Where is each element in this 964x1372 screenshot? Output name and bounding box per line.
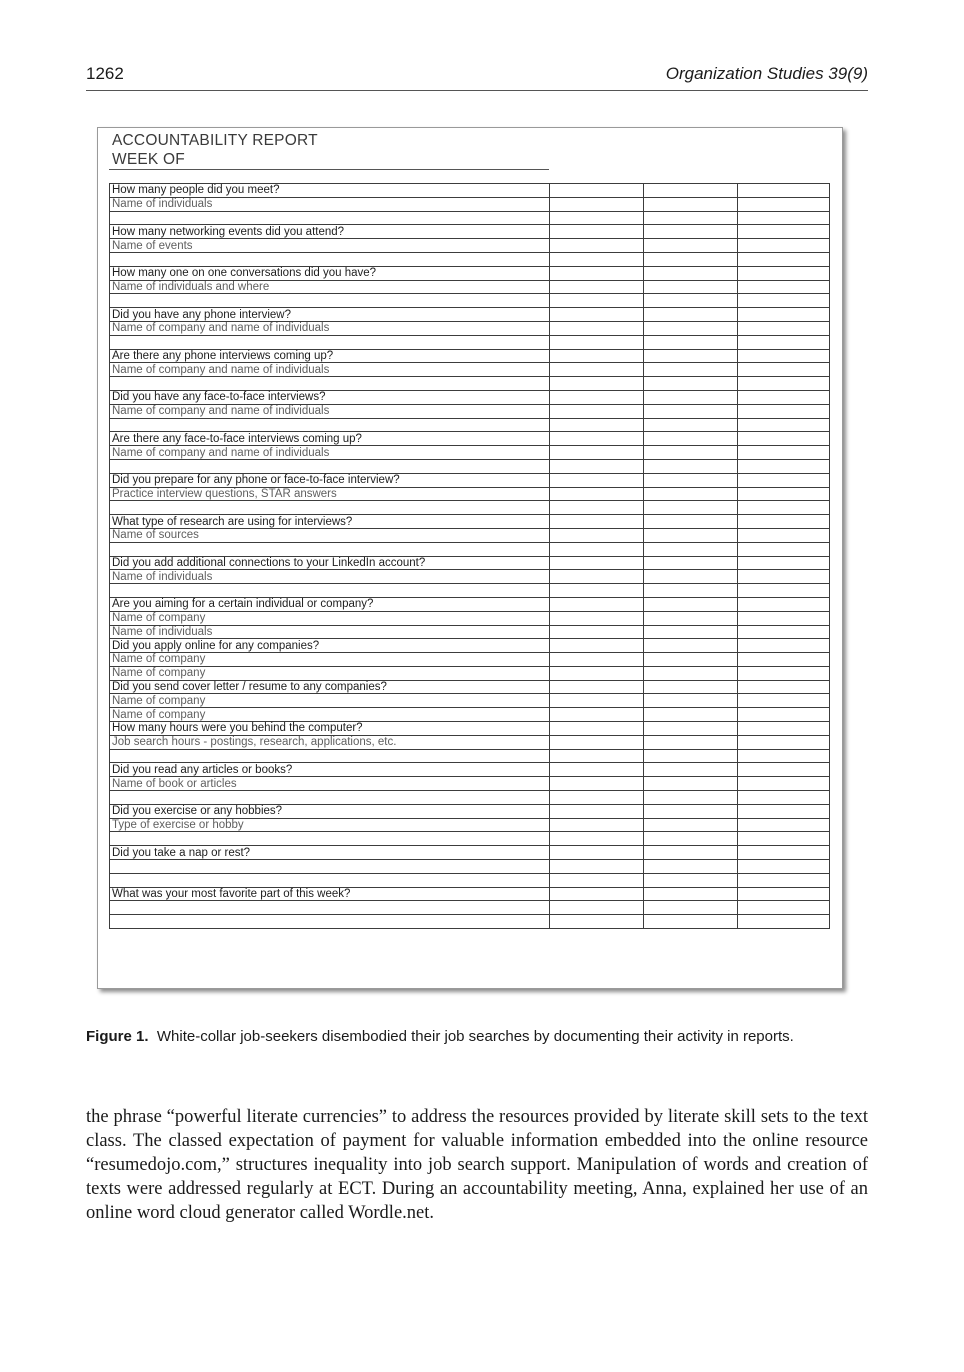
answer-cell [550, 556, 644, 570]
answer-cell [644, 832, 738, 846]
answer-cell [550, 321, 644, 335]
answer-cell [738, 294, 830, 308]
answer-cell [738, 211, 830, 225]
answer-cell [644, 597, 738, 611]
detail-cell [110, 335, 550, 349]
answer-cell [644, 791, 738, 805]
answer-cell [550, 832, 644, 846]
answer-cell [644, 653, 738, 667]
answer-cell [738, 832, 830, 846]
answer-cell [738, 363, 830, 377]
detail-cell: Name of company and name of individuals [110, 446, 550, 460]
table-row [110, 804, 830, 818]
answer-cell [738, 542, 830, 556]
answer-cell [550, 252, 644, 266]
answer-cell [738, 597, 830, 611]
answer-cell [738, 349, 830, 363]
detail-cell [110, 832, 550, 846]
table-row [110, 666, 830, 680]
answer-cell [644, 735, 738, 749]
table-row [110, 680, 830, 694]
question-cell: Did you exercise or any hobbies? [110, 804, 550, 818]
table-row [110, 860, 830, 874]
answer-cell [738, 749, 830, 763]
table-row [110, 252, 830, 266]
question-cell: How many networking events did you attend? [110, 225, 550, 239]
answer-cell [644, 446, 738, 460]
table-row [110, 584, 830, 598]
answer-cell [550, 294, 644, 308]
answer-cell [644, 887, 738, 901]
detail-cell: Name of company [110, 694, 550, 708]
table-row [110, 432, 830, 446]
answer-cell [738, 335, 830, 349]
table-row [110, 832, 830, 846]
answer-cell [738, 252, 830, 266]
table-row [110, 321, 830, 335]
table-row [110, 515, 830, 529]
detail-cell: Name of sources [110, 528, 550, 542]
answer-cell [644, 846, 738, 860]
detail-cell [110, 294, 550, 308]
detail-cell [110, 749, 550, 763]
answer-cell [550, 735, 644, 749]
answer-cell [738, 694, 830, 708]
answer-cell [738, 625, 830, 639]
answer-cell [550, 335, 644, 349]
answer-cell [738, 639, 830, 653]
answer-cell [644, 818, 738, 832]
report-table-body [110, 184, 830, 929]
table-row [110, 280, 830, 294]
question-cell: Did you have any face-to-face interviews? [110, 390, 550, 404]
answer-cell [550, 887, 644, 901]
question-cell: Did you take a nap or rest? [110, 846, 550, 860]
answer-cell [738, 818, 830, 832]
answer-cell [550, 804, 644, 818]
answer-cell [550, 418, 644, 432]
answer-cell [550, 901, 644, 915]
answer-cell [738, 308, 830, 322]
detail-cell: Name of individuals and where [110, 280, 550, 294]
answer-cell [644, 390, 738, 404]
question-cell: How many people did you meet? [110, 184, 550, 198]
answer-cell [738, 321, 830, 335]
answer-cell [644, 239, 738, 253]
detail-cell: Name of individuals [110, 625, 550, 639]
table-row [110, 225, 830, 239]
answer-cell [550, 860, 644, 874]
detail-cell [110, 860, 550, 874]
answer-cell [644, 542, 738, 556]
answer-cell [738, 473, 830, 487]
detail-cell [110, 377, 550, 391]
detail-cell: Name of company [110, 666, 550, 680]
table-row [110, 501, 830, 515]
question-cell: Are you aiming for a certain individual or company? [110, 597, 550, 611]
answer-cell [550, 280, 644, 294]
answer-cell [644, 570, 738, 584]
detail-cell: Name of individuals [110, 197, 550, 211]
answer-cell [738, 584, 830, 598]
answer-cell [550, 501, 644, 515]
table-row [110, 459, 830, 473]
table-row [110, 556, 830, 570]
detail-cell [110, 542, 550, 556]
report-table [109, 183, 830, 929]
answer-cell [738, 653, 830, 667]
answer-cell [550, 570, 644, 584]
answer-cell [644, 804, 738, 818]
detail-cell [110, 584, 550, 598]
figure-caption [86, 1026, 868, 1048]
answer-cell [738, 860, 830, 874]
question-cell: Are there any phone interviews coming up? [110, 349, 550, 363]
answer-cell [550, 487, 644, 501]
answer-cell [644, 321, 738, 335]
detail-cell [110, 252, 550, 266]
answer-cell [644, 335, 738, 349]
question-cell: Did you send cover letter / resume to any companies? [110, 680, 550, 694]
question-cell: Are there any face-to-face interviews coming up? [110, 432, 550, 446]
detail-cell [110, 791, 550, 805]
table-row [110, 570, 830, 584]
answer-cell [738, 197, 830, 211]
detail-cell [110, 873, 550, 887]
answer-cell [550, 666, 644, 680]
accountability-report-figure [97, 127, 843, 989]
answer-cell [738, 501, 830, 515]
detail-cell [110, 901, 550, 915]
answer-cell [738, 611, 830, 625]
answer-cell [550, 873, 644, 887]
detail-cell: Name of company [110, 653, 550, 667]
question-cell: Did you add additional connections to your LinkedIn account? [110, 556, 550, 570]
answer-cell [644, 915, 738, 929]
report-title-line1: ACCOUNTABILITY REPORT [112, 132, 318, 149]
answer-cell [738, 915, 830, 929]
answer-cell [644, 708, 738, 722]
answer-cell [644, 501, 738, 515]
page-number: 1262 [86, 64, 124, 83]
caption-text: White-collar job-seekers disembodied their job searches by documenting their activity in reports. [156, 1028, 794, 1045]
answer-cell [738, 873, 830, 887]
answer-cell [644, 225, 738, 239]
answer-cell [738, 404, 830, 418]
table-row [110, 184, 830, 198]
answer-cell [738, 515, 830, 529]
answer-cell [644, 432, 738, 446]
answer-cell [738, 735, 830, 749]
detail-cell: Name of company and name of individuals [110, 363, 550, 377]
table-row [110, 749, 830, 763]
answer-cell [644, 197, 738, 211]
answer-cell [550, 266, 644, 280]
question-cell: Did you have any phone interview? [110, 308, 550, 322]
table-row [110, 777, 830, 791]
table-row [110, 873, 830, 887]
answer-cell [738, 239, 830, 253]
answer-cell [644, 363, 738, 377]
answer-cell [644, 294, 738, 308]
detail-cell: Name of company [110, 611, 550, 625]
answer-cell [644, 377, 738, 391]
table-row [110, 335, 830, 349]
answer-cell [644, 280, 738, 294]
answer-cell [738, 487, 830, 501]
answer-cell [644, 184, 738, 198]
answer-cell [738, 791, 830, 805]
table-row [110, 846, 830, 860]
title-underline [109, 169, 549, 170]
table-row [110, 735, 830, 749]
caption-label: Figure 1. [86, 1028, 149, 1045]
table-row [110, 197, 830, 211]
detail-cell: Practice interview questions, STAR answers [110, 487, 550, 501]
table-row [110, 390, 830, 404]
detail-cell: Job search hours - postings, research, applications, etc. [110, 735, 550, 749]
answer-cell [738, 459, 830, 473]
answer-cell [550, 639, 644, 653]
answer-cell [644, 252, 738, 266]
table-row [110, 377, 830, 391]
answer-cell [550, 515, 644, 529]
table-row [110, 611, 830, 625]
answer-cell [644, 777, 738, 791]
question-cell: What was your most favorite part of this week? [110, 887, 550, 901]
answer-cell [550, 349, 644, 363]
table-row [110, 473, 830, 487]
answer-cell [644, 556, 738, 570]
answer-cell [738, 708, 830, 722]
answer-cell [550, 694, 644, 708]
answer-cell [644, 639, 738, 653]
question-cell: Did you apply online for any companies? [110, 639, 550, 653]
question-cell: How many one on one conversations did you have? [110, 266, 550, 280]
answer-cell [644, 528, 738, 542]
answer-cell [644, 473, 738, 487]
answer-cell [738, 680, 830, 694]
table-row [110, 349, 830, 363]
answer-cell [644, 515, 738, 529]
table-row [110, 625, 830, 639]
question-cell: How many hours were you behind the computer? [110, 722, 550, 736]
answer-cell [644, 749, 738, 763]
answer-cell [738, 418, 830, 432]
table-row [110, 404, 830, 418]
detail-cell [110, 459, 550, 473]
answer-cell [738, 377, 830, 391]
answer-cell [644, 584, 738, 598]
detail-cell: Name of events [110, 239, 550, 253]
answer-cell [738, 225, 830, 239]
detail-cell: Type of exercise or hobby [110, 818, 550, 832]
answer-cell [738, 280, 830, 294]
answer-cell [644, 349, 738, 363]
table-row [110, 639, 830, 653]
answer-cell [738, 390, 830, 404]
answer-cell [644, 901, 738, 915]
answer-cell [644, 666, 738, 680]
answer-cell [738, 777, 830, 791]
table-row [110, 542, 830, 556]
detail-cell: Name of book or articles [110, 777, 550, 791]
table-row [110, 887, 830, 901]
answer-cell [738, 556, 830, 570]
answer-cell [550, 597, 644, 611]
table-row [110, 791, 830, 805]
answer-cell [644, 722, 738, 736]
table-row [110, 363, 830, 377]
answer-cell [738, 722, 830, 736]
question-cell: Did you prepare for any phone or face-to-face interview? [110, 473, 550, 487]
answer-cell [550, 653, 644, 667]
table-row [110, 597, 830, 611]
answer-cell [738, 266, 830, 280]
body-paragraph: the phrase “powerful literate currencies” to address the resources provided by literate skill sets to the text class. The classed expectation of payment for valuable information embedded into the online resource “resumedojo.com,” structures inequality into job search support. Manipulation of words and creation of texts were addressed regularly at ECT. During an accountability meeting, Anna, explained her use of an online word cloud generator called Wordle.net. [86, 1107, 868, 1223]
question-cell: What type of research are using for interviews? [110, 515, 550, 529]
answer-cell [738, 846, 830, 860]
answer-cell [550, 473, 644, 487]
table-row [110, 211, 830, 225]
answer-cell [550, 584, 644, 598]
table-row [110, 487, 830, 501]
answer-cell [550, 818, 644, 832]
answer-cell [550, 459, 644, 473]
detail-cell: Name of company and name of individuals [110, 321, 550, 335]
question-cell: Did you read any articles or books? [110, 763, 550, 777]
answer-cell [738, 901, 830, 915]
table-row [110, 722, 830, 736]
table-row [110, 308, 830, 322]
answer-cell [644, 763, 738, 777]
answer-cell [550, 363, 644, 377]
table-row [110, 266, 830, 280]
answer-cell [644, 308, 738, 322]
answer-cell [644, 873, 738, 887]
answer-cell [738, 570, 830, 584]
answer-cell [738, 432, 830, 446]
detail-cell [110, 211, 550, 225]
answer-cell [550, 432, 644, 446]
answer-cell [644, 694, 738, 708]
answer-cell [550, 197, 644, 211]
answer-cell [550, 763, 644, 777]
answer-cell [644, 211, 738, 225]
detail-cell: Name of company [110, 708, 550, 722]
answer-cell [644, 404, 738, 418]
journal-title: Organization Studies 39(9) [665, 64, 868, 83]
answer-cell [738, 804, 830, 818]
table-row [110, 446, 830, 460]
answer-cell [738, 528, 830, 542]
answer-cell [644, 860, 738, 874]
answer-cell [644, 459, 738, 473]
answer-cell [550, 390, 644, 404]
answer-cell [550, 680, 644, 694]
report-title-line2: WEEK OF [112, 151, 185, 168]
answer-cell [644, 611, 738, 625]
answer-cell [550, 777, 644, 791]
answer-cell [550, 915, 644, 929]
answer-cell [550, 846, 644, 860]
answer-cell [738, 887, 830, 901]
answer-cell [550, 749, 644, 763]
table-row [110, 901, 830, 915]
table-row [110, 239, 830, 253]
detail-cell [110, 501, 550, 515]
answer-cell [550, 404, 644, 418]
answer-cell [738, 184, 830, 198]
table-row [110, 418, 830, 432]
detail-cell [110, 915, 550, 929]
answer-cell [644, 487, 738, 501]
detail-cell: Name of company and name of individuals [110, 404, 550, 418]
answer-cell [738, 446, 830, 460]
detail-cell [110, 418, 550, 432]
answer-cell [644, 418, 738, 432]
table-row [110, 694, 830, 708]
detail-cell: Name of individuals [110, 570, 550, 584]
table-row [110, 294, 830, 308]
answer-cell [550, 611, 644, 625]
table-row [110, 653, 830, 667]
answer-cell [550, 377, 644, 391]
answer-cell [644, 266, 738, 280]
answer-cell [550, 239, 644, 253]
table-row [110, 763, 830, 777]
answer-cell [644, 680, 738, 694]
answer-cell [550, 791, 644, 805]
answer-cell [550, 722, 644, 736]
answer-cell [738, 763, 830, 777]
report-title [112, 131, 318, 169]
answer-cell [550, 625, 644, 639]
answer-cell [738, 666, 830, 680]
answer-cell [550, 446, 644, 460]
answer-cell [550, 708, 644, 722]
answer-cell [550, 184, 644, 198]
table-row [110, 818, 830, 832]
table-row [110, 708, 830, 722]
answer-cell [550, 211, 644, 225]
answer-cell [550, 542, 644, 556]
table-row [110, 915, 830, 929]
answer-cell [550, 308, 644, 322]
answer-cell [644, 625, 738, 639]
table-row [110, 528, 830, 542]
answer-cell [550, 528, 644, 542]
answer-cell [550, 225, 644, 239]
running-header [86, 62, 868, 91]
